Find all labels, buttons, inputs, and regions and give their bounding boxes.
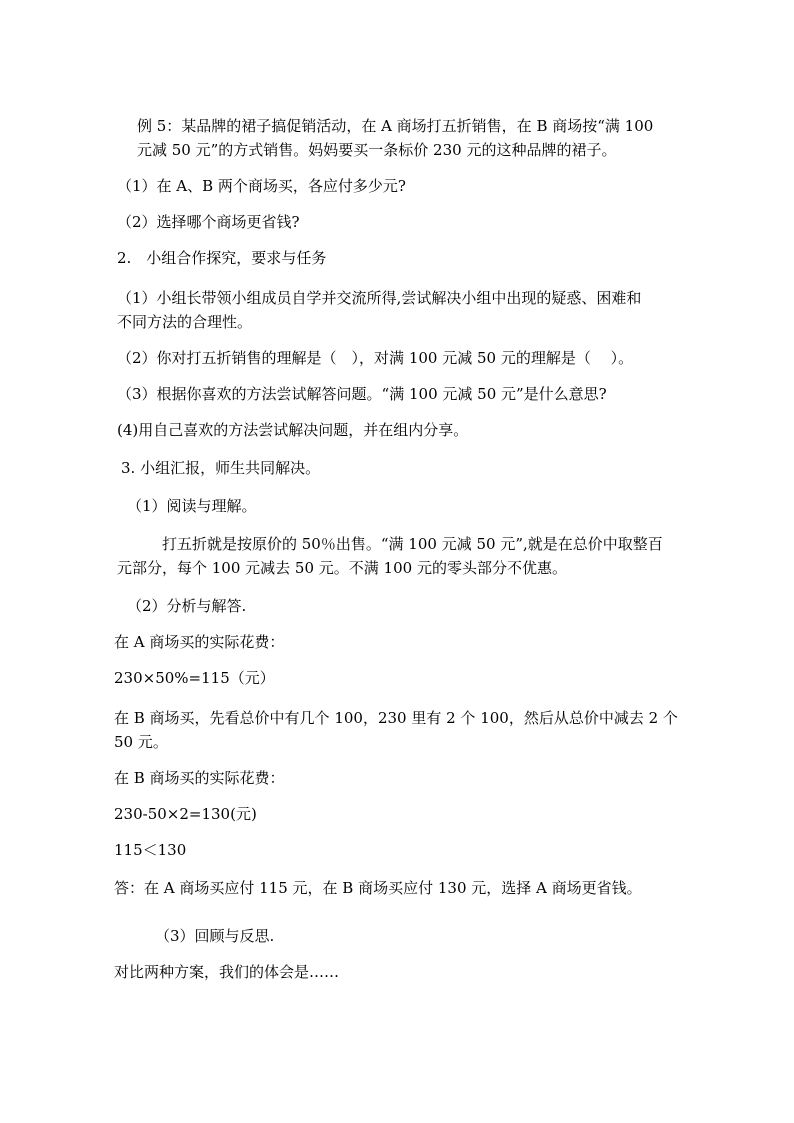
reflection: 对比两种方案，我们的体会是…… <box>114 963 340 981</box>
section-2-heading: 2. 小组合作探究，要求与任务 <box>117 249 327 267</box>
mall-b-analysis-line-1: 在 B 商场买，先看总价中有几个 100，230 里有 2 个 100，然后从总价中减去 2 个 <box>114 709 678 727</box>
task-1-line-1: （1）小组长带领小组成员自学并交流所得,尝试解决小组中出现的疑惑、困难和 <box>117 289 642 307</box>
mall-a-calculation: 230×50%=115（元） <box>114 669 275 687</box>
mall-b-cost-label: 在 B 商场买的实际花费： <box>114 769 285 787</box>
section-3-heading: 3. 小组汇报，师生共同解决。 <box>121 459 321 477</box>
question-2: （2）选择哪个商场更省钱? <box>117 213 300 231</box>
task-1-line-2: 不同方法的合理性。 <box>117 313 253 331</box>
example-5-line-2: 元减 50 元”的方式销售。妈妈要买一条标价 230 元的这种品牌的裙子。 <box>137 141 617 159</box>
mall-a-cost-label: 在 A 商场买的实际花费： <box>114 633 285 651</box>
explanation-line-1: 打五折就是按原价的 50％出售。“满 100 元减 50 元”,就是在总价中取整百 <box>162 535 663 553</box>
step-3-heading: （3）回顾与反思. <box>155 927 275 945</box>
example-5-line-1: 例 5：某品牌的裙子搞促销活动，在 A 商场打五折销售，在 B 商场按“满 100 <box>137 117 654 135</box>
step-2-heading: （2）分析与解答. <box>127 597 247 615</box>
mall-b-analysis-line-2: 50 元。 <box>114 733 168 751</box>
mall-b-calculation: 230-50×2=130(元) <box>114 805 257 823</box>
answer: 答：在 A 商场买应付 115 元，在 B 商场买应付 130 元，选择 A 商场更省钱。 <box>114 879 642 897</box>
question-1: （1）在 A、B 两个商场买，各应付多少元? <box>117 177 406 195</box>
comparison: 115＜130 <box>114 841 187 859</box>
step-1-heading: （1）阅读与理解。 <box>127 497 257 515</box>
explanation-line-2: 元部分，每个 100 元减去 50 元。不满 100 元的零头部分不优惠。 <box>117 559 567 577</box>
task-3: （3）根据你喜欢的方法尝试解答问题。“满 100 元减 50 元”是什么意思? <box>117 385 607 403</box>
task-2: （2）你对打五折销售的理解是（ ），对满 100 元减 50 元的理解是（ ）。 <box>117 349 634 367</box>
task-4: (4)用自己喜欢的方法尝试解决问题，并在组内分享。 <box>117 421 469 439</box>
